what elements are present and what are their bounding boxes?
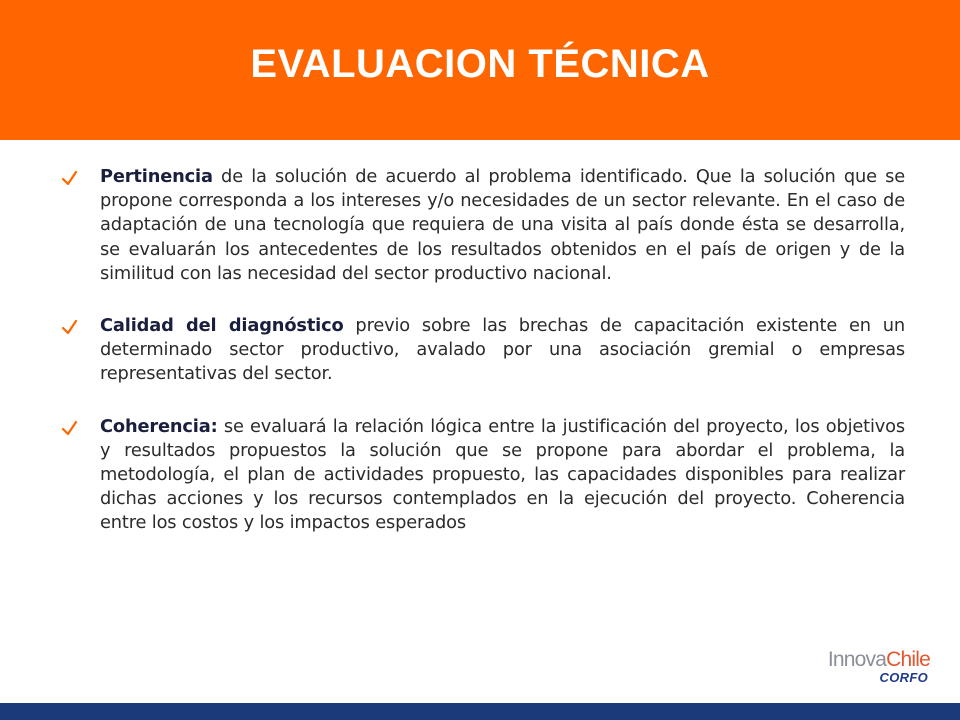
bullet-item-pertinencia [60, 165, 905, 286]
checkmark-icon [60, 167, 100, 189]
bullet-text [100, 415, 905, 536]
bullet-description: se evaluará la relación lógica entre la justificación del proyecto, los objetivos y resultados propuestos la solución que se propone para abordar el problema, la metodología, el plan de actividades propuesto, las capacidades disponibles para realizar dichas acciones y los recursos contemplados en la ejecución del proyecto. Coherencia entre los costos y los impactos esperados [100, 415, 905, 534]
bullet-item-coherencia [60, 415, 905, 536]
logo-innova-text: Innova [827, 648, 887, 671]
innovachile-corfo-logo [810, 648, 930, 690]
logo-wordmark [828, 648, 930, 672]
checkmark-icon [60, 316, 100, 338]
bullet-item-calidad [60, 314, 905, 387]
slide-title: EVALUACION TÉCNICA [250, 42, 710, 86]
bullet-term: Pertinencia [100, 166, 213, 187]
bullet-description: de la solución de acuerdo al problema identificado. Que la solución que se propone corresponda a los intereses y/o necesidades de un sector relevante. En el caso de adaptación de una tecnología que requiera de una visita al país donde ésta se desarrolla, se evaluarán los antecedentes de los resultados obtenidos en el país de origen y de la similitud con las necesidad del sector productivo nacional. [100, 166, 905, 284]
footer-band [0, 703, 960, 720]
bullet-text [100, 165, 905, 286]
bullet-description: previo sobre las brechas de capacitación existente en un determinado sector productivo, avalado por una asociación gremial o empresas representativas del sector. [100, 315, 905, 385]
bullet-text [100, 314, 905, 387]
bullet-term: Calidad del diagnóstico [100, 315, 344, 337]
checkmark-icon [60, 417, 100, 439]
logo-chile-text: Chile [886, 648, 930, 671]
slide-content [60, 165, 905, 564]
logo-corfo-text: CORFO [879, 670, 928, 685]
bullet-term: Coherencia: [100, 415, 218, 437]
